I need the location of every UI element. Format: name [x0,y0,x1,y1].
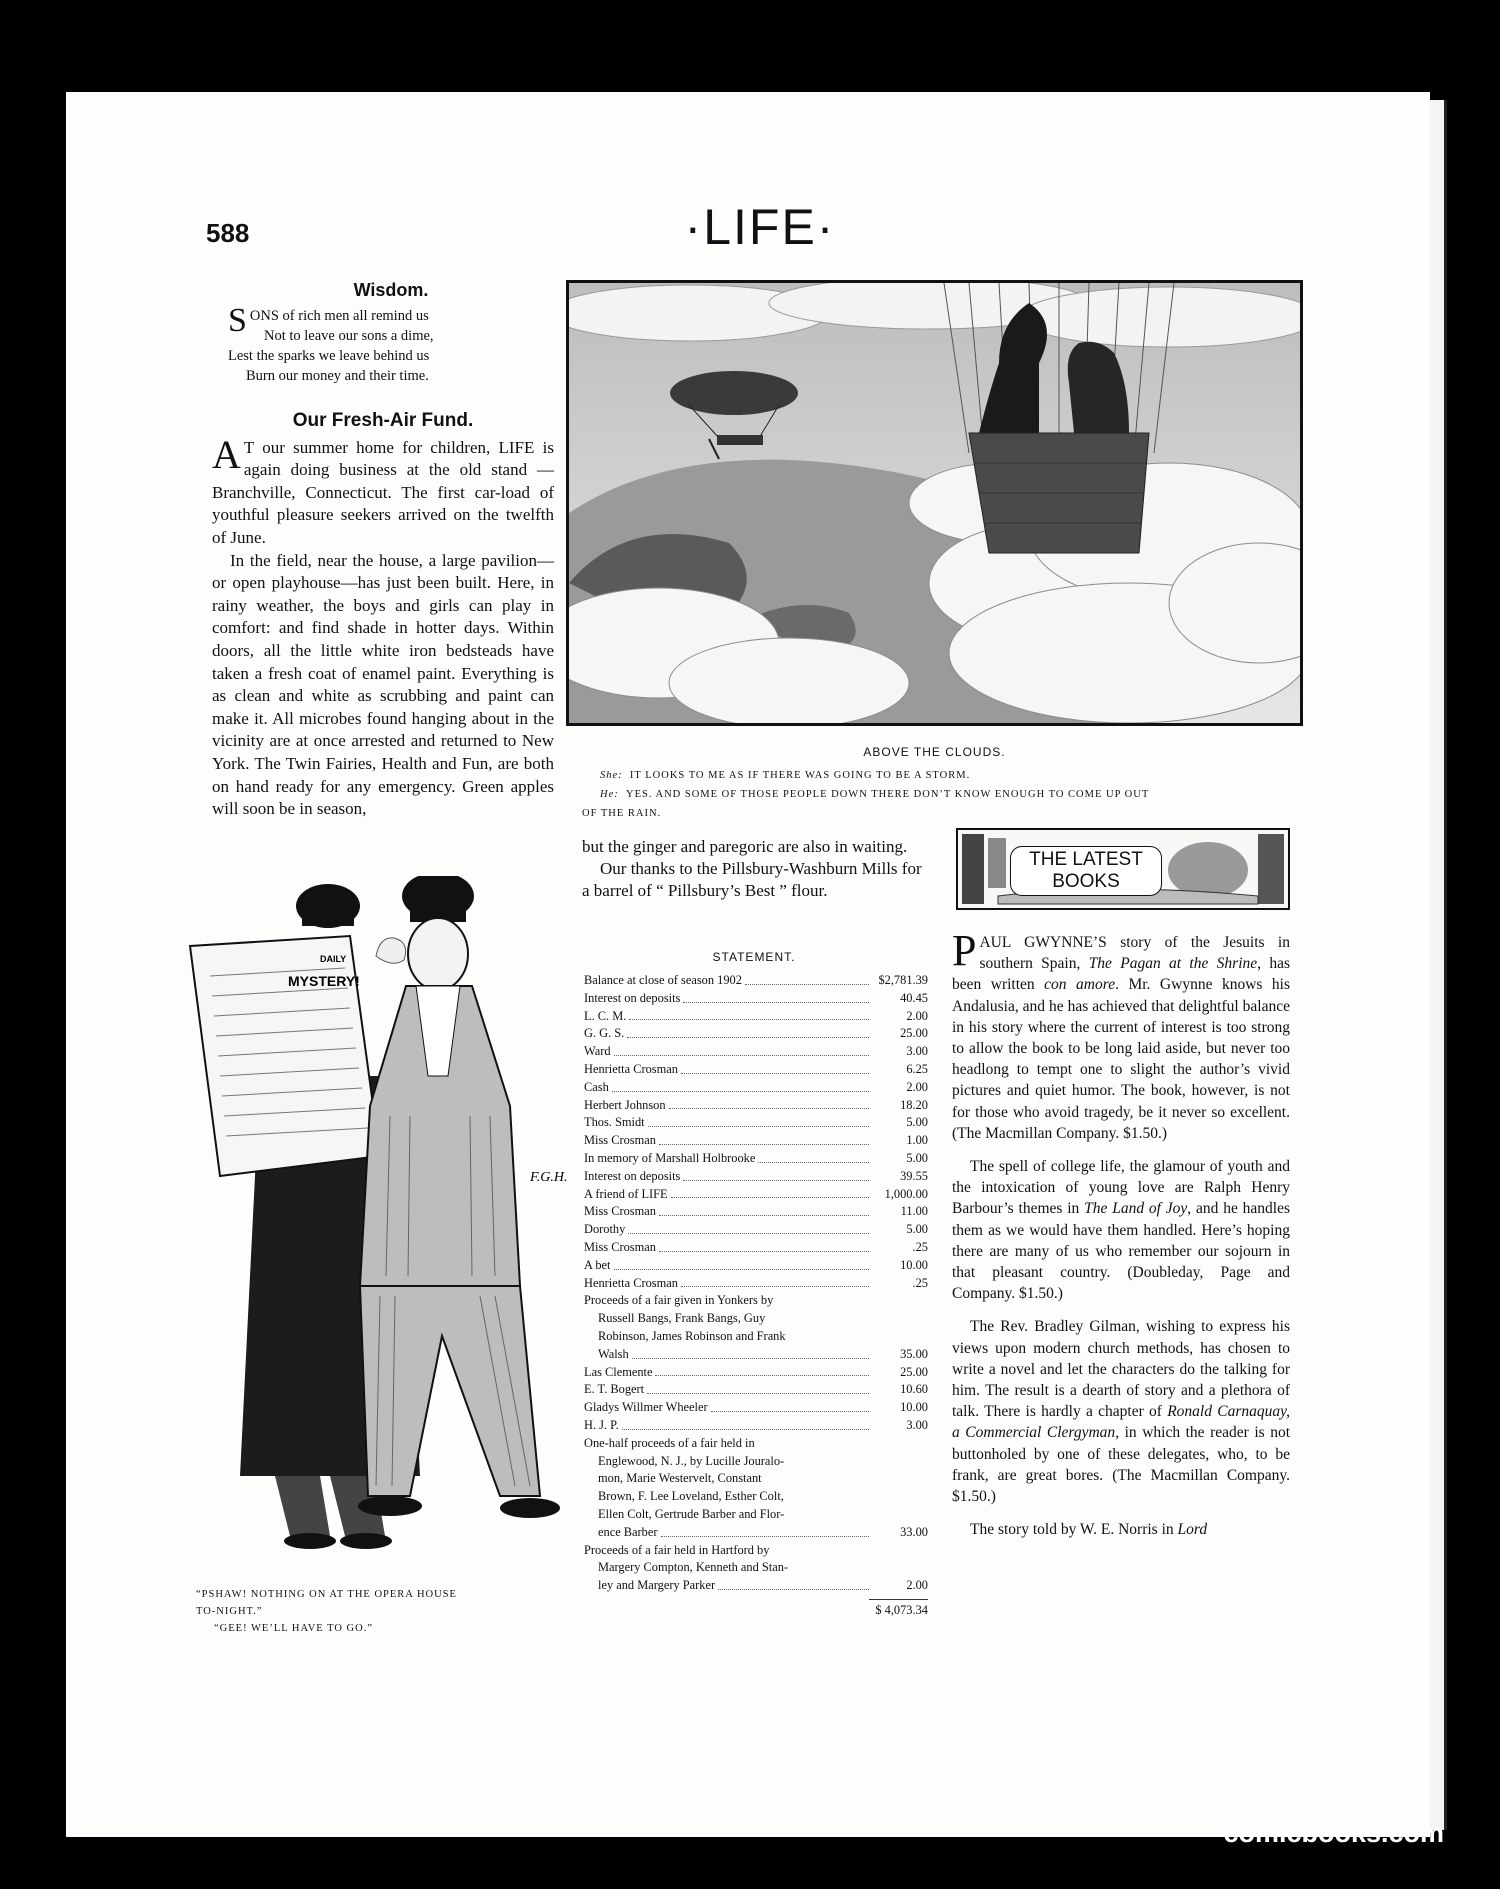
statement-entry: Miss Crosman 1.00 [584,1133,928,1148]
newspaper-headline: MYSTERY! [288,973,360,989]
balloon-scene [569,283,1300,723]
fund-continued-text: but the ginger and paregoric are also in waiting. [582,837,908,856]
statement-total: $ 4,073.34 [869,1599,928,1620]
statement-entry: Ward 3.00 [584,1044,928,1059]
newspaper [190,936,380,1176]
statement-entry: H. J. P. 3.00 [584,1417,928,1432]
statement-entry: Interest on deposits 40.45 [584,990,928,1005]
statement-entry-yonkers: Proceeds of a fair given in Yonkers by Russell Bangs, Frank Bangs, Guy Robinson, James Robinson and Frank Walsh 35.00 [584,1293,928,1361]
watermark: comicbooks.com [1223,1818,1444,1848]
latest-books-title: THE LATEST BOOKS [1010,846,1162,896]
wisdom-dropcap: S [228,302,247,339]
caption-she: She: IT LOOKS TO ME AS IF THERE WAS GOING TO BE A STORM. [600,770,971,781]
statement-entry: G. G. S. 25.00 [584,1026,928,1041]
statement-heading: STATEMENT. [712,950,796,964]
fresh-air-fund-article [212,410,554,821]
book-review: The Rev. Bradley Gilman, wishing to express his views upon modern church methods, has chosen to write a novel and let the characters do the talking for him. The result is a dearth of story and a plethora of talk. There is hardly a chapter of Ronald Carnaquay, a Commercial Clergyman, in which the reader is not buttonholed by one of these delegates, who, to be frank, are great bores. (The Macmillan Company. $1.50.) [952,1318,1291,1506]
artist-signature: F.G.H. [530,1170,568,1185]
caption-he-continued: OF THE RAIN. [582,808,662,819]
statement-entry: A bet 10.00 [584,1257,928,1272]
statement-entry: Henrietta Crosman 6.25 [584,1061,928,1076]
statement-entry: Cash 2.00 [584,1079,928,1094]
fund-paragraph: A T our summer home for children, LIFE is again doing business at the old stand — Branchville, Connecticut. The first car-load of youthful pleasure seekers arrived on the twelfth of June. [212,431,554,547]
books-dropcap: P [952,926,977,975]
statement-entry: Miss Crosman .25 [584,1239,928,1254]
statement-entry: A friend of LIFE 1,000.00 [584,1186,928,1201]
wisdom-line: Lest the sparks we leave behind us [228,348,430,364]
next-page-edge [1430,100,1444,1830]
latest-books-banner [956,828,1290,910]
masthead: ·LIFE· [684,199,836,255]
fund-thanks: Our thanks to the Pillsbury-Washburn Mills for a barrel of “ Pillsbury’s Best ” flour. [582,859,922,900]
statement-entry: Thos. Smidt 5.00 [584,1115,928,1130]
page-gutter-line [1444,100,1447,1830]
statement-entry: In memory of Marshall Holbrooke 5.00 [584,1150,928,1165]
wisdom-line: Not to leave our sons a dime, [264,328,434,344]
statement-entry: Dorothy 5.00 [584,1222,928,1237]
statement-entry: Henrietta Crosman .25 [584,1275,928,1290]
page-number: 588 [206,218,250,248]
latest-books-column [952,926,1291,1552]
statement-entry: Herbert Johnson 18.20 [584,1097,928,1112]
fund-title: Our Fresh-Air Fund. [292,410,474,431]
wisdom-line: ONS of rich men all remind us [249,308,429,324]
caption-he: He: YES. AND SOME OF THOSE PEOPLE DOWN THERE DON’T KNOW ENOUGH TO COME UP OUT [600,789,1150,800]
newspaper-men-cartoon [180,876,580,1556]
cartoon-caption: “PSHAW! NOTHING ON AT THE OPERA HOUSE TO-NIGHT.” “GEE! WE’LL HAVE TO GO.” [196,1589,457,1634]
fund-dropcap: A [212,431,241,477]
fund-continuation [582,836,926,902]
statement-entry: Las Clemente 25.00 [584,1364,928,1379]
statement-entry: Balance at close of season 1902 $2,781.39 [584,973,928,987]
book-review: PAUL GWYNNE’S story of the Jesuits in southern Spain, The Pagan at the Shrine, has been written con amore. Mr. Gwynne knows his Andalusia, and he has achieved that delightful balance in his story where the current of interest is too strong to allow the book to be long laid aside, but never too headlong to tempt one to slight the author’s vivid pictures and quiet humor. The book, however, is not for those who avoid tragedy, be it never so excellent. (The Macmillan Company. $1.50.) [952,926,1291,1142]
wisdom-title: Wisdom. [353,280,429,300]
smoke-puff [376,938,406,963]
statement-entry: E. T. Bogert 10.60 [584,1382,928,1397]
man-with-cigar [358,876,560,1518]
statement-entry: L. C. M. 2.00 [584,1008,928,1023]
newspaper-masthead: DAILY [320,954,347,964]
statement-entry: Interest on deposits 39.55 [584,1168,928,1183]
statement-entry: Miss Crosman 11.00 [584,1204,928,1219]
statement-table [584,972,928,1620]
illustration-caption-title: ABOVE THE CLOUDS. [863,745,1006,759]
fund-paragraph: In the field, near the house, a large pavilion—or open playhouse—has just been built. Here, in rainy weather, the boys and girls can play in comfort: and find shade in hotter days. Within doors, all the little white iron bedsteads have taken a fresh coat of enamel paint. Everything is as clean and white as scrubbing and paint can make it. All microbes found hanging about in the vicinity are at once arrested and returned to New York. The Twin Fairies, Health and Fun, are both on hand ready for any emergency. Green apples will soon be in season, [212,550,554,819]
statement-entry-englewood: One-half proceeds of a fair held in Englewood, N. J., by Lucille Jouralo- mon, Marie Westervelt, Constant Brown, F. Lee Loveland, Esther Colt, Ellen Colt, Gertrude Barber and Flor- ence Barber 33.00 [584,1435,928,1539]
book-review: The spell of college life, the glamour of youth and the intoxication of young love are Ralph Henry Barbour’s themes in The Land of Joy, and he handles them as we would have them handled. Here’s hoping there are many of us who remember our sojourn in that pleasant country. (Doubleday, Page and Company. $1.50.) [952,1158,1290,1303]
wisdom-poem [226,280,556,386]
statement-entry-hartford: Proceeds of a fair held in Hartford by Margery Compton, Kenneth and Stan- ley and Margery Parker 2.00 [584,1542,928,1593]
book-review: The story told by W. E. Norris in Lord [970,1521,1208,1539]
wisdom-line: Burn our money and their time. [246,368,429,384]
statement-entry: Gladys Willmer Wheeler 10.00 [584,1400,928,1415]
above-the-clouds-illustration [566,280,1303,726]
